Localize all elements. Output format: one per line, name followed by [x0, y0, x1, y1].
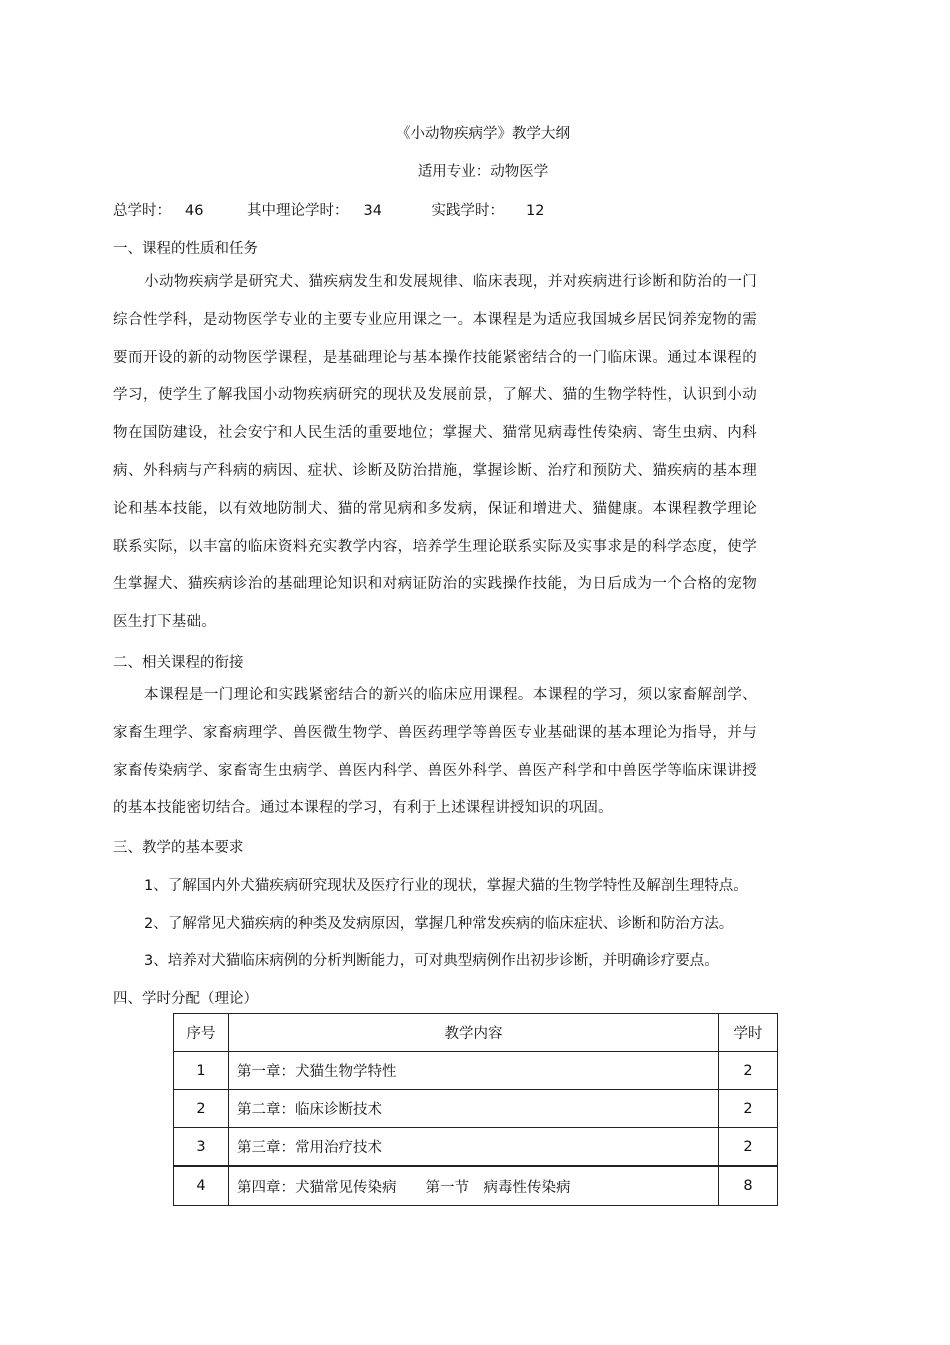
row-content: 第二章：临床诊断技术	[229, 1090, 719, 1128]
document-title: 《小动物疾病学》教学大纲	[396, 126, 570, 142]
requirement-item-2: 2、了解常见犬猫疾病的种类及发病原因，掌握几种常发疾病的临床症状、诊断和防治方法。	[144, 916, 734, 932]
hours-allocation-table	[173, 1013, 778, 1206]
row-no: 2	[174, 1090, 229, 1128]
total-hours-label: 总学时：	[113, 203, 171, 219]
row-no: 4	[174, 1166, 229, 1206]
row-content: 第四章：犬猫常见传染病 第一节 病毒性传染病	[229, 1166, 719, 1206]
section-4-heading: 四、学时分配（理论）	[113, 991, 258, 1007]
applicable-major: 适用专业：动物医学	[417, 164, 549, 180]
theory-hours-value: 34	[363, 203, 382, 219]
section-1-heading: 一、课程的性质和任务	[113, 241, 258, 257]
row-content: 第一章：犬猫生物学特性	[229, 1052, 719, 1090]
row-content: 第三章：常用治疗技术	[229, 1128, 719, 1167]
requirement-item-3: 3、培养对犬猫临床病例的分析判断能力，可对典型病例作出初步诊断，并明确诊疗要点。	[144, 953, 719, 969]
row-hours: 2	[719, 1052, 778, 1090]
section-2-body: 本课程是一门理论和实践紧密结合的新兴的临床应用课程。本课程的学习，须以家畜解剖学、家畜生理学、家畜病理学、兽医微生物学、兽医药理学等兽医专业基础课的基本理论为指导，并与家畜传染病学、家畜寄生虫病学、兽医内科学、兽医外科学、兽医产科学和中兽医学等临床课讲授的基本技能密切结合。通过本课程的学习，有利于上述课程讲授知识的巩固。	[113, 687, 757, 817]
section-3-heading: 三、教学的基本要求	[113, 840, 244, 856]
hours-summary	[113, 199, 544, 220]
requirement-item-1: 1、了解国内外犬猫疾病研究现状及医疗行业的现状，掌握犬猫的生物学特性及解剖生理特点。	[144, 878, 748, 894]
row-hours: 2	[719, 1128, 778, 1167]
practice-hours-value: 12	[526, 203, 545, 219]
total-hours-value: 46	[185, 203, 204, 219]
table-row	[174, 1166, 778, 1206]
row-no: 3	[174, 1128, 229, 1167]
header-no: 序号	[174, 1014, 229, 1052]
row-no: 1	[174, 1052, 229, 1090]
table-row	[174, 1090, 778, 1128]
table-header-row	[174, 1014, 778, 1052]
row-hours: 8	[719, 1166, 778, 1206]
header-content: 教学内容	[229, 1014, 719, 1052]
header-hours: 学时	[719, 1014, 778, 1052]
practice-hours-label: 实践学时：	[431, 203, 504, 219]
table-row	[174, 1052, 778, 1090]
row-hours: 2	[719, 1090, 778, 1128]
theory-hours-label: 其中理论学时：	[247, 203, 349, 219]
section-2-heading: 二、相关课程的衔接	[113, 655, 244, 671]
table-row	[174, 1128, 778, 1167]
section-1-body: 小动物疾病学是研究犬、猫疾病发生和发展规律、临床表现，并对疾病进行诊断和防治的一门综合性学科，是动物医学专业的主要专业应用课之一。本课程是为适应我国城乡居民饲养宠物的需要而开设的新的动物医学课程，是基础理论与基本操作技能紧密结合的一门临床课。通过本课程的学习，使学生了解我国小动物疾病研究的现状及发展前景，了解犬、猫的生物学特性，认识到小动物在国防建设，社会安宁和人民生活的重要地位；掌握犬、猫常见病毒性传染病、寄生虫病、内科病、外科病与产科病的病因、症状、诊断及防治措施，掌握诊断、治疗和预防犬、猫疾病的基本理论和基本技能，以有效地防制犬、猫的常见病和多发病，保证和增进犬、猫健康。本课程教学理论联系实际，以丰富的临床资料充实教学内容，培养学生理论联系实际及实事求是的科学态度，使学生掌握犬、猫疾病诊治的基础理论知识和对病证防治的实践操作技能，为日后成为一个合格的宠物医生打下基础。	[113, 274, 757, 631]
